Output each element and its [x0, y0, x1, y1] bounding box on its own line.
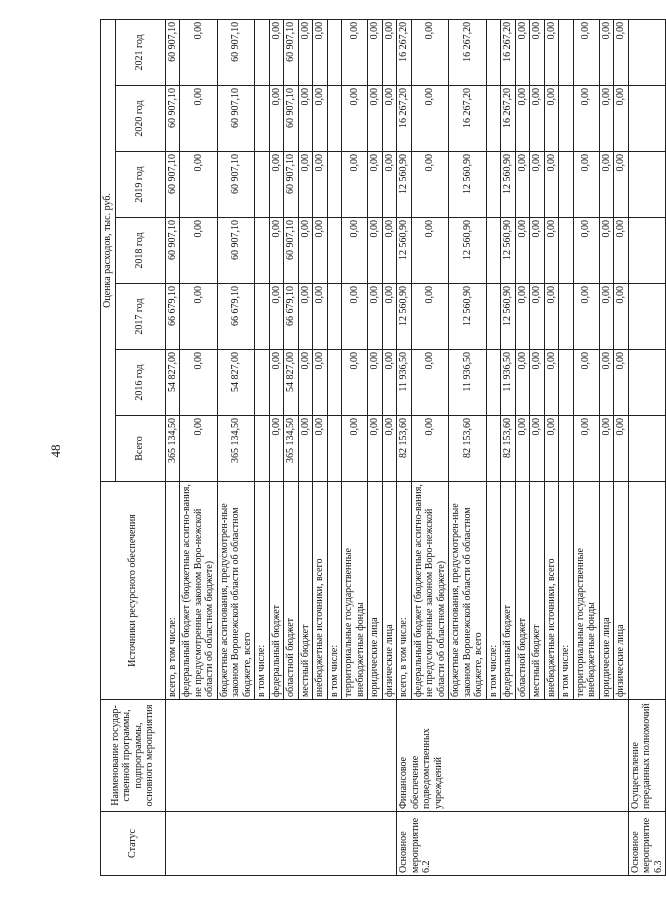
value-cell: 82 153,60 — [449, 416, 487, 482]
value-cell — [327, 350, 342, 416]
value-cell: 0,00 — [614, 350, 629, 416]
value-cell — [559, 218, 574, 284]
value-cell: 12 560,90 — [501, 284, 516, 350]
value-cell: 0,00 — [573, 19, 599, 85]
value-cell: 60 907,10 — [217, 152, 255, 218]
value-cell: 0,00 — [382, 19, 397, 85]
value-cell: 82 153,60 — [501, 416, 516, 482]
source-label: территориальные государственные внебюджетные фонды — [342, 482, 368, 700]
source-label: федеральный бюджет (бюджетные ассигно-вания, не предусмотренные законом Воро-нежской области об областном бюджете) — [411, 482, 449, 700]
table-row — [165, 19, 180, 875]
value-cell: 82 153,60 — [397, 416, 412, 482]
value-cell: 0,00 — [573, 350, 599, 416]
header-source: Источники ресурсного обеспечения — [101, 482, 166, 700]
value-cell: 60 907,10 — [284, 152, 299, 218]
value-cell: 0,00 — [342, 416, 368, 482]
value-cell: 0,00 — [382, 416, 397, 482]
value-cell — [559, 416, 574, 482]
value-cell: 0,00 — [614, 218, 629, 284]
empty-cell — [628, 218, 666, 284]
value-cell: 0,00 — [382, 152, 397, 218]
value-cell: 0,00 — [269, 86, 284, 152]
value-cell: 0,00 — [269, 218, 284, 284]
value-cell: 0,00 — [530, 86, 545, 152]
value-cell — [486, 218, 501, 284]
source-label: в том числе: — [255, 482, 270, 700]
value-cell: 54 827,00 — [284, 350, 299, 416]
value-cell: 0,00 — [298, 152, 313, 218]
value-cell: 0,00 — [368, 19, 383, 85]
value-cell: 0,00 — [368, 218, 383, 284]
header-year: Всего — [115, 416, 165, 482]
empty-cell — [628, 152, 666, 218]
value-cell: 0,00 — [180, 350, 218, 416]
value-cell: 0,00 — [573, 218, 599, 284]
value-cell: 0,00 — [269, 284, 284, 350]
row-status — [165, 812, 397, 876]
value-cell: 0,00 — [298, 218, 313, 284]
source-label: бюджетные ассигнования, предусмотрен-ные законом Воронежской области об областном бюджете, всего — [449, 482, 487, 700]
value-cell: 0,00 — [180, 284, 218, 350]
source-label: всего, в том числе: — [165, 482, 180, 700]
value-cell: 0,00 — [180, 86, 218, 152]
source-label: в том числе: — [486, 482, 501, 700]
empty-cell — [628, 416, 666, 482]
value-cell: 0,00 — [382, 218, 397, 284]
value-cell — [486, 86, 501, 152]
value-cell: 0,00 — [313, 19, 328, 85]
value-cell — [255, 416, 270, 482]
budget-table — [100, 19, 666, 876]
value-cell: 0,00 — [411, 416, 449, 482]
header-year: 2018 год — [115, 218, 165, 284]
value-cell — [559, 152, 574, 218]
value-cell: 0,00 — [614, 284, 629, 350]
header-name: Наименование государ-ственной программы, подпрограммы, основного мероприятия — [101, 700, 166, 812]
value-cell: 0,00 — [368, 416, 383, 482]
header-estimate: Оценка расходов, тыс. руб. — [101, 19, 116, 481]
value-cell — [255, 284, 270, 350]
value-cell: 0,00 — [544, 19, 559, 85]
table-row — [397, 19, 412, 875]
header-row-1 — [101, 19, 116, 875]
value-cell: 60 907,10 — [165, 218, 180, 284]
value-cell: 0,00 — [573, 416, 599, 482]
empty-cell — [628, 86, 666, 152]
value-cell — [486, 416, 501, 482]
value-cell: 0,00 — [614, 416, 629, 482]
value-cell: 0,00 — [313, 350, 328, 416]
source-label: федеральный бюджет — [269, 482, 284, 700]
row-status: Основное мероприятие 6.2 — [397, 812, 629, 876]
row-status: Основное мероприятие 6.3 — [628, 812, 666, 876]
value-cell — [255, 19, 270, 85]
source-label: местный бюджет — [298, 482, 313, 700]
value-cell: 0,00 — [515, 416, 530, 482]
value-cell: 0,00 — [382, 284, 397, 350]
value-cell: 0,00 — [530, 350, 545, 416]
source-label: областной бюджет — [515, 482, 530, 700]
value-cell: 0,00 — [368, 86, 383, 152]
value-cell: 0,00 — [180, 218, 218, 284]
value-cell: 0,00 — [368, 284, 383, 350]
value-cell: 0,00 — [599, 284, 614, 350]
value-cell: 0,00 — [411, 218, 449, 284]
value-cell: 0,00 — [530, 19, 545, 85]
value-cell: 0,00 — [382, 350, 397, 416]
value-cell: 0,00 — [342, 19, 368, 85]
value-cell: 0,00 — [180, 19, 218, 85]
source-label: областной бюджет — [284, 482, 299, 700]
value-cell: 12 560,90 — [449, 284, 487, 350]
budget-table-container — [100, 20, 666, 876]
value-cell: 0,00 — [573, 86, 599, 152]
empty-cell — [628, 350, 666, 416]
value-cell: 0,00 — [313, 284, 328, 350]
value-cell: 0,00 — [342, 350, 368, 416]
value-cell: 66 679,10 — [284, 284, 299, 350]
value-cell: 0,00 — [599, 19, 614, 85]
header-year: 2021 год — [115, 19, 165, 85]
value-cell: 16 267,20 — [449, 86, 487, 152]
value-cell: 0,00 — [368, 152, 383, 218]
value-cell: 0,00 — [342, 152, 368, 218]
source-label: физические лица — [382, 482, 397, 700]
value-cell — [559, 284, 574, 350]
source-label: физические лица — [614, 482, 629, 700]
value-cell: 60 907,10 — [165, 152, 180, 218]
value-cell: 0,00 — [530, 152, 545, 218]
value-cell: 0,00 — [530, 416, 545, 482]
value-cell: 0,00 — [342, 86, 368, 152]
value-cell: 0,00 — [573, 284, 599, 350]
value-cell: 66 679,10 — [217, 284, 255, 350]
value-cell: 0,00 — [313, 152, 328, 218]
value-cell: 60 907,10 — [217, 218, 255, 284]
value-cell: 66 679,10 — [165, 284, 180, 350]
source-label: бюджетные ассигнования, предусмотрен-ные законом Воронежской области об областном бюджете, всего — [217, 482, 255, 700]
value-cell: 0,00 — [298, 350, 313, 416]
value-cell — [255, 152, 270, 218]
value-cell: 12 560,90 — [501, 152, 516, 218]
value-cell: 0,00 — [269, 416, 284, 482]
value-cell: 0,00 — [180, 152, 218, 218]
value-cell: 0,00 — [515, 86, 530, 152]
value-cell: 0,00 — [544, 152, 559, 218]
header-status: Статус — [101, 812, 166, 876]
value-cell: 16 267,20 — [397, 19, 412, 85]
value-cell: 16 267,20 — [397, 86, 412, 152]
value-cell — [486, 284, 501, 350]
value-cell — [327, 416, 342, 482]
source-label: всего, в том числе: — [397, 482, 412, 700]
value-cell: 0,00 — [298, 86, 313, 152]
value-cell: 0,00 — [411, 19, 449, 85]
value-cell: 0,00 — [515, 284, 530, 350]
value-cell: 0,00 — [342, 284, 368, 350]
value-cell: 54 827,00 — [217, 350, 255, 416]
value-cell: 16 267,20 — [449, 19, 487, 85]
value-cell: 12 560,90 — [397, 218, 412, 284]
value-cell: 0,00 — [530, 218, 545, 284]
value-cell: 12 560,90 — [449, 152, 487, 218]
value-cell: 60 907,10 — [217, 19, 255, 85]
header-year: 2017 год — [115, 284, 165, 350]
value-cell: 0,00 — [269, 350, 284, 416]
table-row — [628, 19, 666, 875]
value-cell: 365 134,50 — [165, 416, 180, 482]
value-cell: 0,00 — [298, 19, 313, 85]
value-cell: 60 907,10 — [217, 86, 255, 152]
value-cell — [559, 19, 574, 85]
value-cell: 12 560,90 — [501, 218, 516, 284]
value-cell: 60 907,10 — [284, 218, 299, 284]
row-measure-name — [165, 700, 397, 812]
value-cell: 0,00 — [544, 350, 559, 416]
value-cell: 0,00 — [544, 86, 559, 152]
source-label: федеральный бюджет (бюджетные ассигно-вания, не предусмотренные законом Воро-нежской области об областном бюджете) — [180, 482, 218, 700]
row-measure-name: Осуществление переданных полномочий — [628, 700, 666, 812]
page-number: 48 — [48, 444, 63, 458]
value-cell: 0,00 — [544, 218, 559, 284]
value-cell — [486, 19, 501, 85]
value-cell: 0,00 — [614, 86, 629, 152]
value-cell — [327, 218, 342, 284]
value-cell: 0,00 — [599, 218, 614, 284]
value-cell: 0,00 — [599, 152, 614, 218]
value-cell: 60 907,10 — [165, 19, 180, 85]
value-cell: 60 907,10 — [165, 86, 180, 152]
value-cell: 0,00 — [573, 152, 599, 218]
value-cell — [255, 350, 270, 416]
header-year: 2020 год — [115, 86, 165, 152]
value-cell: 0,00 — [515, 218, 530, 284]
value-cell: 0,00 — [313, 218, 328, 284]
value-cell: 0,00 — [599, 416, 614, 482]
value-cell: 0,00 — [544, 284, 559, 350]
value-cell: 0,00 — [298, 284, 313, 350]
source-label: федеральный бюджет — [501, 482, 516, 700]
value-cell: 0,00 — [614, 152, 629, 218]
header-year: 2019 год — [115, 152, 165, 218]
value-cell: 16 267,20 — [501, 19, 516, 85]
value-cell: 0,00 — [269, 152, 284, 218]
value-cell: 12 560,90 — [397, 152, 412, 218]
value-cell: 0,00 — [313, 416, 328, 482]
source-label: территориальные государственные внебюджетные фонды — [573, 482, 599, 700]
source-label: в том числе: — [327, 482, 342, 700]
value-cell: 0,00 — [382, 86, 397, 152]
value-cell — [486, 152, 501, 218]
value-cell: 12 560,90 — [397, 284, 412, 350]
value-cell — [486, 350, 501, 416]
source-label: юридические лица — [599, 482, 614, 700]
empty-cell — [628, 284, 666, 350]
value-cell: 60 907,10 — [284, 19, 299, 85]
value-cell: 0,00 — [599, 86, 614, 152]
value-cell: 0,00 — [544, 416, 559, 482]
value-cell: 0,00 — [411, 284, 449, 350]
source-label: внебюджетные источники, всего — [313, 482, 328, 700]
value-cell: 0,00 — [342, 218, 368, 284]
source-label: внебюджетные источники, всего — [544, 482, 559, 700]
table-body — [165, 19, 666, 875]
header-year: 2016 год — [115, 350, 165, 416]
value-cell: 0,00 — [599, 350, 614, 416]
value-cell: 54 827,00 — [165, 350, 180, 416]
value-cell: 11 936,50 — [501, 350, 516, 416]
row-measure-name: Финансовое обеспечение подведомственных учреждений — [397, 700, 629, 812]
value-cell: 0,00 — [313, 86, 328, 152]
value-cell: 0,00 — [411, 350, 449, 416]
value-cell — [327, 86, 342, 152]
value-cell: 0,00 — [530, 284, 545, 350]
source-label: в том числе: — [559, 482, 574, 700]
value-cell: 0,00 — [298, 416, 313, 482]
value-cell: 11 936,50 — [397, 350, 412, 416]
value-cell — [327, 284, 342, 350]
value-cell: 60 907,10 — [284, 86, 299, 152]
value-cell — [559, 86, 574, 152]
value-cell: 11 936,50 — [449, 350, 487, 416]
value-cell: 0,00 — [269, 19, 284, 85]
value-cell: 0,00 — [614, 19, 629, 85]
source-label: юридические лица — [368, 482, 383, 700]
source-label: местный бюджет — [530, 482, 545, 700]
value-cell: 16 267,20 — [501, 86, 516, 152]
value-cell: 0,00 — [515, 19, 530, 85]
value-cell — [559, 350, 574, 416]
value-cell: 0,00 — [515, 350, 530, 416]
value-cell — [327, 19, 342, 85]
value-cell: 365 134,50 — [217, 416, 255, 482]
value-cell — [255, 86, 270, 152]
value-cell: 0,00 — [368, 350, 383, 416]
value-cell: 0,00 — [180, 416, 218, 482]
empty-cell — [628, 19, 666, 85]
empty-cell — [628, 482, 666, 700]
value-cell: 0,00 — [411, 86, 449, 152]
value-cell: 0,00 — [515, 152, 530, 218]
value-cell: 12 560,90 — [449, 218, 487, 284]
value-cell: 0,00 — [411, 152, 449, 218]
value-cell: 365 134,50 — [284, 416, 299, 482]
value-cell — [327, 152, 342, 218]
value-cell — [255, 218, 270, 284]
